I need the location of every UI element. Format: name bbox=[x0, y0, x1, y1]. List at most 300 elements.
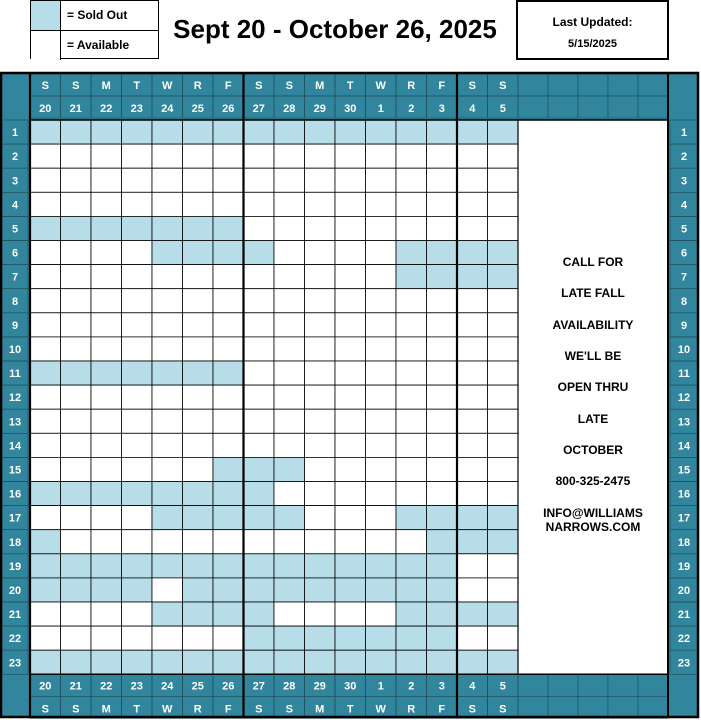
day-letter-top: F bbox=[224, 80, 232, 92]
date-top: 4 bbox=[469, 103, 476, 115]
available-cell bbox=[122, 409, 153, 433]
sold-out-cell bbox=[335, 578, 366, 602]
frame-filler-cell bbox=[578, 74, 608, 96]
available-cell bbox=[366, 409, 397, 433]
available-cell bbox=[30, 626, 61, 650]
sold-out-cell bbox=[91, 482, 122, 506]
available-cell bbox=[213, 626, 244, 650]
available-cell bbox=[122, 385, 153, 409]
available-cell bbox=[91, 433, 122, 457]
sold-out-cell bbox=[30, 361, 61, 385]
available-cell bbox=[457, 482, 488, 506]
row-label-right: 20 bbox=[677, 584, 691, 597]
available-cell bbox=[152, 168, 183, 192]
date-top: 3 bbox=[438, 103, 445, 115]
available-cell bbox=[305, 602, 336, 626]
row-label-left: 8 bbox=[11, 295, 19, 308]
sold-out-cell bbox=[61, 650, 92, 674]
sold-out-cell bbox=[30, 650, 61, 674]
available-cell bbox=[305, 241, 336, 265]
row-label-right: 21 bbox=[677, 609, 691, 622]
available-cell bbox=[396, 337, 427, 361]
available-cell bbox=[335, 506, 366, 530]
date-bottom: 1 bbox=[377, 680, 384, 693]
row-label-left: 18 bbox=[8, 536, 22, 549]
available-cell bbox=[396, 289, 427, 313]
available-cell bbox=[366, 265, 397, 289]
available-cell bbox=[122, 506, 153, 530]
available-cell bbox=[152, 144, 183, 168]
sold-out-cell bbox=[91, 650, 122, 674]
sold-out-cell bbox=[427, 120, 458, 144]
available-cell bbox=[61, 144, 92, 168]
available-cell bbox=[427, 289, 458, 313]
available-cell bbox=[244, 168, 275, 192]
available-cell bbox=[183, 337, 214, 361]
sold-out-cell bbox=[274, 457, 305, 481]
note-line-3: AVAILABILITY bbox=[552, 318, 634, 332]
available-cell bbox=[305, 216, 336, 240]
sold-out-cell bbox=[488, 506, 519, 530]
available-cell bbox=[335, 144, 366, 168]
date-top: 30 bbox=[344, 103, 357, 115]
available-cell bbox=[488, 554, 519, 578]
sold-out-cell bbox=[457, 265, 488, 289]
sold-out-cell bbox=[183, 602, 214, 626]
available-cell bbox=[122, 530, 153, 554]
frame-filler-cell bbox=[638, 696, 668, 718]
sold-out-cell bbox=[30, 482, 61, 506]
available-cell bbox=[244, 192, 275, 216]
sold-out-cell bbox=[396, 265, 427, 289]
sold-out-cell bbox=[274, 650, 305, 674]
available-cell bbox=[30, 168, 61, 192]
available-cell bbox=[183, 168, 214, 192]
sold-out-cell bbox=[152, 482, 183, 506]
sold-out-cell bbox=[457, 530, 488, 554]
available-cell bbox=[30, 602, 61, 626]
available-cell bbox=[122, 144, 153, 168]
sold-out-cell bbox=[457, 506, 488, 530]
day-letter-top: S bbox=[41, 80, 49, 92]
available-cell bbox=[30, 289, 61, 313]
sold-out-cell bbox=[213, 120, 244, 144]
row-label-right: 4 bbox=[680, 199, 688, 212]
available-cell bbox=[427, 457, 458, 481]
day-letter-bottom: F bbox=[224, 703, 232, 716]
available-cell bbox=[274, 409, 305, 433]
frame-filler-cell bbox=[518, 674, 548, 696]
available-cell bbox=[122, 168, 153, 192]
sold-out-cell bbox=[366, 120, 397, 144]
available-cell bbox=[457, 361, 488, 385]
sold-out-cell bbox=[213, 482, 244, 506]
available-cell bbox=[305, 361, 336, 385]
date-top: 5 bbox=[499, 103, 506, 115]
available-cell bbox=[427, 409, 458, 433]
available-cell bbox=[122, 313, 153, 337]
available-cell bbox=[213, 313, 244, 337]
available-cell bbox=[305, 385, 336, 409]
available-cell bbox=[488, 313, 519, 337]
note-line-2: LATE FALL bbox=[561, 286, 625, 300]
row-label-right: 12 bbox=[677, 392, 691, 405]
note-line-5: OPEN THRU bbox=[557, 380, 629, 394]
available-cell bbox=[274, 361, 305, 385]
available-cell bbox=[183, 289, 214, 313]
sold-out-cell bbox=[335, 626, 366, 650]
day-letter-bottom: S bbox=[41, 703, 49, 716]
sold-out-cell bbox=[152, 602, 183, 626]
frame-filler-cell bbox=[548, 74, 578, 96]
sold-out-cell bbox=[396, 241, 427, 265]
available-cell bbox=[61, 241, 92, 265]
sold-out-cell bbox=[427, 626, 458, 650]
available-cell bbox=[396, 433, 427, 457]
available-cell bbox=[396, 168, 427, 192]
available-cell bbox=[213, 433, 244, 457]
sold-out-cell bbox=[91, 216, 122, 240]
sold-out-cell bbox=[244, 578, 275, 602]
note-email-line-1: INFO@WILLIAMS bbox=[543, 506, 643, 520]
date-bottom: 30 bbox=[344, 680, 357, 693]
available-cell bbox=[61, 337, 92, 361]
note-line-4: WE'LL BE bbox=[564, 349, 622, 363]
available-cell bbox=[488, 433, 519, 457]
note-line-1: CALL FOR bbox=[562, 255, 624, 269]
available-cell bbox=[61, 530, 92, 554]
sold-out-cell bbox=[152, 554, 183, 578]
day-letter-top: M bbox=[101, 80, 111, 92]
available-cell bbox=[61, 457, 92, 481]
sold-out-cell bbox=[244, 506, 275, 530]
available-cell bbox=[274, 482, 305, 506]
available-cell bbox=[488, 216, 519, 240]
sold-out-cell bbox=[305, 554, 336, 578]
available-cell bbox=[91, 241, 122, 265]
date-top: 1 bbox=[377, 103, 384, 115]
available-cell bbox=[457, 626, 488, 650]
sold-out-cell bbox=[244, 120, 275, 144]
frame-filler-cell bbox=[638, 74, 668, 96]
available-cell bbox=[335, 361, 366, 385]
row-label-left: 4 bbox=[11, 199, 19, 212]
available-cell bbox=[427, 144, 458, 168]
available-cell bbox=[366, 313, 397, 337]
note-email-line-2: NARROWS.COM bbox=[545, 520, 641, 534]
date-top: 25 bbox=[191, 103, 204, 115]
available-cell bbox=[152, 289, 183, 313]
available-cell bbox=[366, 168, 397, 192]
available-cell bbox=[305, 337, 336, 361]
day-letter-bottom: S bbox=[255, 703, 263, 716]
date-top: 28 bbox=[283, 103, 296, 115]
sold-out-cell bbox=[122, 554, 153, 578]
available-cell bbox=[152, 433, 183, 457]
sold-out-cell bbox=[213, 578, 244, 602]
sold-out-cell bbox=[396, 506, 427, 530]
available-cell bbox=[366, 337, 397, 361]
row-label-left: 16 bbox=[8, 488, 22, 501]
available-cell bbox=[91, 530, 122, 554]
date-top: 29 bbox=[313, 103, 326, 115]
available-cell bbox=[183, 409, 214, 433]
available-cell bbox=[488, 144, 519, 168]
available-cell bbox=[335, 433, 366, 457]
available-cell bbox=[488, 578, 519, 602]
available-cell bbox=[122, 192, 153, 216]
sold-out-cell bbox=[427, 650, 458, 674]
day-letter-bottom: S bbox=[285, 703, 293, 716]
day-letter-bottom: T bbox=[133, 703, 141, 716]
available-cell bbox=[61, 506, 92, 530]
available-cell bbox=[457, 289, 488, 313]
available-cell bbox=[30, 409, 61, 433]
available-cell bbox=[427, 433, 458, 457]
available-cell bbox=[61, 192, 92, 216]
sold-out-cell bbox=[122, 216, 153, 240]
sold-out-cell bbox=[396, 554, 427, 578]
available-cell bbox=[30, 385, 61, 409]
available-cell bbox=[335, 241, 366, 265]
sold-out-cell bbox=[152, 650, 183, 674]
row-label-right: 13 bbox=[677, 416, 691, 429]
available-cell bbox=[183, 265, 214, 289]
sold-out-cell bbox=[427, 554, 458, 578]
sold-out-cell bbox=[61, 482, 92, 506]
available-cell bbox=[122, 337, 153, 361]
date-bottom: 25 bbox=[191, 680, 204, 693]
available-cell bbox=[244, 433, 275, 457]
available-cell bbox=[305, 265, 336, 289]
available-cell bbox=[488, 361, 519, 385]
sold-out-cell bbox=[91, 120, 122, 144]
day-letter-top: S bbox=[72, 80, 80, 92]
available-cell bbox=[244, 409, 275, 433]
date-bottom: 2 bbox=[408, 680, 415, 693]
sold-out-cell bbox=[122, 650, 153, 674]
available-cell bbox=[305, 289, 336, 313]
available-cell bbox=[335, 602, 366, 626]
date-bottom: 5 bbox=[499, 680, 506, 693]
last-updated-date: 5/15/2025 bbox=[568, 38, 617, 50]
row-label-left: 15 bbox=[8, 464, 22, 477]
row-label-left: 22 bbox=[8, 633, 22, 646]
date-bottom: 27 bbox=[252, 680, 265, 693]
row-label-right: 3 bbox=[680, 175, 688, 188]
sold-out-cell bbox=[122, 482, 153, 506]
row-label-left: 5 bbox=[11, 223, 19, 236]
available-cell bbox=[274, 241, 305, 265]
sold-out-cell bbox=[183, 361, 214, 385]
row-label-left: 13 bbox=[8, 416, 22, 429]
sold-out-cell bbox=[305, 650, 336, 674]
page-title: Sept 20 - October 26, 2025 bbox=[173, 14, 497, 44]
row-label-right: 2 bbox=[680, 151, 688, 164]
available-cell bbox=[427, 313, 458, 337]
available-cell bbox=[274, 289, 305, 313]
sold-out-cell bbox=[122, 578, 153, 602]
sold-out-cell bbox=[488, 241, 519, 265]
available-cell bbox=[91, 289, 122, 313]
available-cell bbox=[61, 409, 92, 433]
day-letter-top: R bbox=[407, 80, 416, 92]
sold-out-cell bbox=[305, 578, 336, 602]
available-cell bbox=[183, 626, 214, 650]
sold-out-cell bbox=[427, 530, 458, 554]
sold-out-cell bbox=[244, 650, 275, 674]
available-cell bbox=[488, 385, 519, 409]
available-cell bbox=[366, 289, 397, 313]
available-cell bbox=[335, 457, 366, 481]
available-cell bbox=[335, 482, 366, 506]
available-cell bbox=[183, 457, 214, 481]
sold-out-cell bbox=[244, 457, 275, 481]
available-cell bbox=[366, 385, 397, 409]
row-label-right: 23 bbox=[677, 657, 691, 670]
available-cell bbox=[91, 602, 122, 626]
day-letter-top: T bbox=[346, 80, 354, 92]
available-cell bbox=[335, 216, 366, 240]
available-cell bbox=[244, 216, 275, 240]
sold-out-cell bbox=[427, 506, 458, 530]
available-cell bbox=[396, 409, 427, 433]
available-cell bbox=[366, 482, 397, 506]
row-label-right: 18 bbox=[677, 536, 691, 549]
available-cell bbox=[91, 168, 122, 192]
row-label-left: 23 bbox=[8, 657, 22, 670]
sold-out-cell bbox=[213, 506, 244, 530]
available-cell bbox=[427, 482, 458, 506]
date-top: 24 bbox=[161, 103, 174, 115]
available-cell bbox=[457, 168, 488, 192]
row-label-left: 3 bbox=[11, 175, 19, 188]
available-cell bbox=[488, 337, 519, 361]
available-cell bbox=[122, 289, 153, 313]
date-bottom: 23 bbox=[130, 680, 143, 693]
available-cell bbox=[305, 192, 336, 216]
available-cell bbox=[457, 216, 488, 240]
sold-out-cell bbox=[30, 120, 61, 144]
available-cell bbox=[457, 578, 488, 602]
available-cell bbox=[152, 385, 183, 409]
frame-filler-cell bbox=[578, 674, 608, 696]
available-cell bbox=[335, 313, 366, 337]
available-cell bbox=[244, 289, 275, 313]
available-cell bbox=[91, 506, 122, 530]
available-cell bbox=[305, 457, 336, 481]
available-cell bbox=[457, 433, 488, 457]
row-label-left: 10 bbox=[8, 343, 22, 356]
available-cell bbox=[396, 385, 427, 409]
available-cell bbox=[152, 457, 183, 481]
available-cell bbox=[244, 530, 275, 554]
available-cell bbox=[213, 385, 244, 409]
note-phone: 800-325-2475 bbox=[555, 474, 631, 488]
date-top: 23 bbox=[130, 103, 143, 115]
available-cell bbox=[91, 313, 122, 337]
row-label-right: 14 bbox=[677, 440, 691, 453]
row-label-left: 7 bbox=[11, 271, 19, 284]
row-label-left: 19 bbox=[8, 560, 22, 573]
sold-out-cell bbox=[366, 650, 397, 674]
frame-filler-cell bbox=[518, 96, 548, 118]
frame-filler-cell bbox=[608, 674, 638, 696]
available-cell bbox=[61, 626, 92, 650]
available-cell bbox=[30, 192, 61, 216]
day-letter-bottom: T bbox=[346, 703, 354, 716]
available-cell bbox=[91, 457, 122, 481]
available-cell bbox=[183, 192, 214, 216]
available-cell bbox=[488, 192, 519, 216]
day-letter-bottom: S bbox=[468, 703, 476, 716]
date-bottom: 22 bbox=[100, 680, 113, 693]
available-cell bbox=[213, 289, 244, 313]
available-cell bbox=[30, 433, 61, 457]
available-cell bbox=[244, 337, 275, 361]
available-cell bbox=[366, 530, 397, 554]
day-letter-top: S bbox=[255, 80, 263, 92]
available-cell bbox=[274, 313, 305, 337]
available-cell bbox=[396, 216, 427, 240]
available-cell bbox=[61, 602, 92, 626]
sold-out-cell bbox=[61, 216, 92, 240]
available-cell bbox=[274, 216, 305, 240]
available-cell bbox=[427, 361, 458, 385]
sold-out-cell bbox=[457, 120, 488, 144]
available-cell bbox=[396, 482, 427, 506]
day-letter-bottom: F bbox=[438, 703, 446, 716]
day-letter-bottom: R bbox=[407, 703, 416, 716]
sold-out-cell bbox=[30, 530, 61, 554]
sold-out-cell bbox=[122, 361, 153, 385]
sold-out-cell bbox=[213, 554, 244, 578]
row-label-right: 7 bbox=[680, 271, 688, 284]
day-letter-top: W bbox=[162, 80, 173, 92]
day-letter-bottom: S bbox=[499, 703, 507, 716]
available-cell bbox=[335, 168, 366, 192]
sold-out-cell bbox=[183, 241, 214, 265]
available-cell bbox=[396, 144, 427, 168]
available-cell bbox=[183, 313, 214, 337]
row-label-left: 6 bbox=[11, 247, 19, 260]
available-cell bbox=[335, 337, 366, 361]
available-cell bbox=[427, 192, 458, 216]
available-cell bbox=[457, 385, 488, 409]
sold-out-cell bbox=[213, 216, 244, 240]
sold-out-cell bbox=[488, 120, 519, 144]
available-cell bbox=[457, 337, 488, 361]
row-label-left: 11 bbox=[9, 368, 21, 381]
frame-filler-cell bbox=[578, 96, 608, 118]
sold-out-cell bbox=[183, 506, 214, 530]
day-letter-top: S bbox=[468, 80, 476, 92]
available-cell bbox=[274, 337, 305, 361]
date-top: 20 bbox=[39, 103, 52, 115]
sold-out-cell bbox=[274, 626, 305, 650]
sold-out-cell bbox=[183, 554, 214, 578]
sold-out-cell bbox=[244, 626, 275, 650]
available-cell bbox=[427, 385, 458, 409]
available-cell bbox=[152, 337, 183, 361]
available-cell bbox=[122, 433, 153, 457]
sold-out-cell bbox=[91, 554, 122, 578]
available-cell bbox=[305, 409, 336, 433]
row-label-left: 20 bbox=[8, 584, 22, 597]
available-cell bbox=[213, 265, 244, 289]
sold-out-cell bbox=[213, 241, 244, 265]
available-cell bbox=[396, 457, 427, 481]
